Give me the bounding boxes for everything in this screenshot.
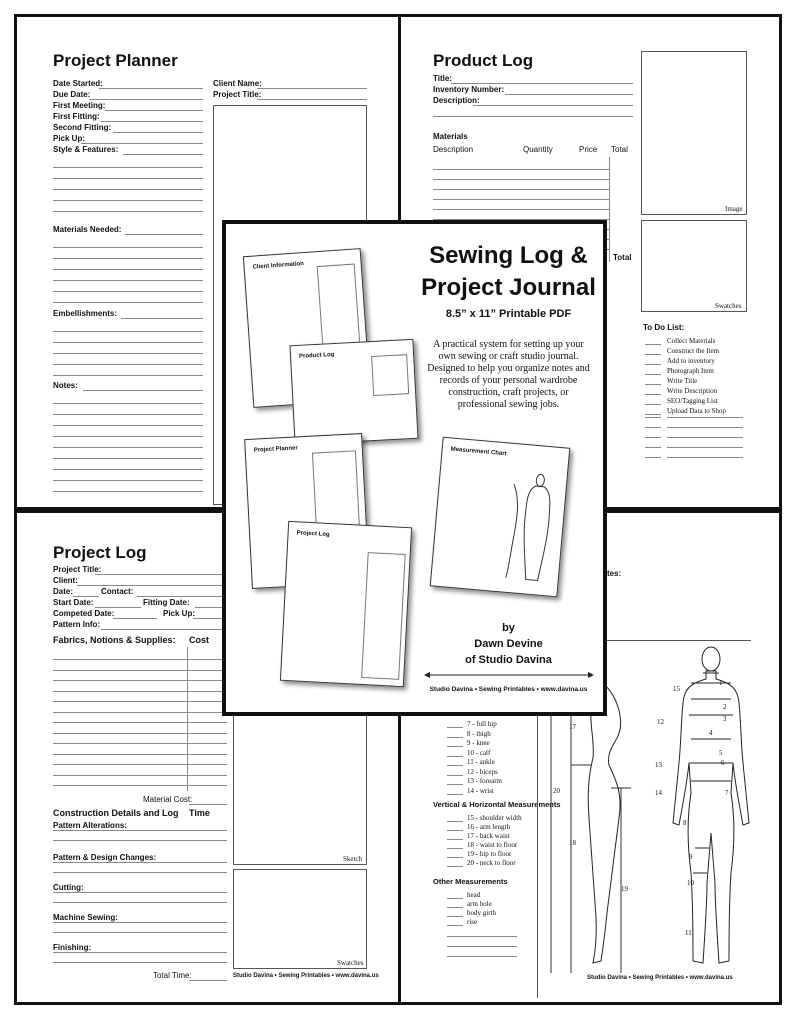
- todo-blank-line: [645, 457, 661, 458]
- measure-entry: 9 - knee: [467, 739, 490, 747]
- planner-title: Project Planner: [53, 51, 178, 70]
- measure-front-number: 2: [723, 703, 727, 711]
- projlog-swatches-label: Swatches: [337, 959, 364, 967]
- projlog-title: Project Log: [53, 543, 147, 562]
- ruled-line: [53, 414, 203, 415]
- ruled-line: [53, 722, 227, 723]
- todo-checkbox-line: [645, 384, 661, 385]
- projlog-footer: Studio Davina • Sewing Printables • www.davina.us: [233, 973, 379, 979]
- measure-entry-line: [447, 775, 463, 776]
- projlog-section-label: Pattern Alterations:: [53, 821, 127, 830]
- projlog-section-label: Pattern & Design Changes:: [53, 853, 157, 862]
- cover-subtitle: 8.5” x 11” Printable PDF: [445, 308, 572, 320]
- planner-first-fitting-label: First Fitting:: [53, 112, 100, 121]
- thumb-product-log: [289, 339, 418, 445]
- projlog-completed-label: Competed Date:: [53, 609, 115, 618]
- ruled-line: [53, 200, 203, 201]
- product-todo-title: To Do List:: [643, 323, 685, 332]
- planner-first-meeting-label: First Meeting:: [53, 101, 106, 110]
- ruled-line: [53, 480, 203, 481]
- measure-front-number: 4: [709, 729, 713, 737]
- measure-front-number: 12: [657, 718, 664, 726]
- todo-item: Add to inventory: [667, 357, 715, 365]
- measure-front-number: 15: [673, 685, 680, 693]
- planner-notes-label: Notes:: [53, 381, 78, 390]
- product-title: Product Log: [433, 51, 534, 70]
- measure-entry: 15 - shoulder width: [467, 814, 522, 822]
- projlog-section-line: [53, 830, 227, 831]
- thumb-project-planner-title: Project Planner: [253, 445, 298, 454]
- cover-author: Dawn Devine: [474, 638, 543, 650]
- projlog-section-line: [53, 872, 227, 873]
- thumb-product-image-box: [371, 354, 409, 396]
- product-title-label: Title:: [433, 74, 452, 83]
- measure-entry: arm hole: [467, 900, 492, 908]
- cover-studio: of Studio Davina: [465, 654, 552, 666]
- todo-blank-line: [667, 427, 743, 428]
- measure-blank-line-1: [447, 936, 517, 937]
- ruled-line: [53, 189, 203, 190]
- measure-entry: 12 - biceps: [467, 767, 498, 776]
- projlog-project-title-label: Project Title:: [53, 565, 102, 574]
- projlog-section-line: [53, 952, 227, 953]
- projlog-material-cost-line: [189, 804, 227, 805]
- todo-item: Write Description: [667, 387, 718, 395]
- measure-entry: 10 - calf: [467, 748, 491, 757]
- ruled-line: [53, 425, 203, 426]
- planner-first-meeting-line: [105, 110, 203, 111]
- projlog-section-line: [53, 840, 227, 841]
- projlog-project-title-line: [95, 574, 227, 575]
- todo-checkbox-line: [645, 354, 661, 355]
- measure-entry-line: [447, 765, 463, 766]
- projlog-section-line: [53, 922, 227, 923]
- ruled-line: [433, 179, 609, 180]
- measure-entry: 11 - ankle: [467, 758, 495, 766]
- projlog-pattern-info-label: Pattern Info:: [53, 620, 101, 629]
- ruled-line: [53, 469, 203, 470]
- todo-item: Photograph Item: [667, 367, 714, 375]
- projlog-section-label: Cutting:: [53, 883, 84, 892]
- planner-project-title-label: Project Title:: [213, 90, 262, 99]
- ruled-line: [53, 247, 203, 248]
- projlog-section-line: [53, 892, 227, 893]
- ruled-line: [53, 670, 227, 671]
- ruled-line: [433, 169, 609, 170]
- todo-item: Upload Data to Shop: [667, 407, 726, 415]
- projlog-section-line: [53, 902, 227, 903]
- ruled-line: [53, 785, 227, 786]
- measure-front-number: 8: [683, 819, 687, 827]
- measure-entry-line: [447, 756, 463, 757]
- projlog-completed-line: [113, 618, 157, 619]
- measure-blank-line-3: [447, 956, 517, 957]
- product-total-divider: [609, 157, 610, 262]
- ruled-line: [53, 269, 203, 270]
- projlog-construction-label: Construction Details and Log: [53, 808, 179, 818]
- projlog-material-cost-label: Material Cost:: [143, 795, 193, 804]
- todo-blank-line: [645, 427, 661, 428]
- projlog-section-line: [53, 932, 227, 933]
- ruled-line: [53, 258, 203, 259]
- projlog-pattern-info-line: [101, 629, 227, 630]
- ruled-line: [53, 375, 203, 376]
- planner-notes-line: [83, 390, 203, 391]
- product-image-label: Image: [725, 205, 743, 213]
- projlog-contact-line: [137, 596, 227, 597]
- planner-client-name-line: [257, 88, 367, 89]
- ruled-line: [53, 743, 227, 744]
- product-description-line-2: [433, 116, 633, 117]
- thumb-project-log: [280, 521, 412, 687]
- projlog-date-label: Date:: [53, 587, 74, 596]
- todo-checkbox-line: [645, 394, 661, 395]
- ruled-line: [53, 733, 227, 734]
- projlog-section-line: [53, 862, 227, 863]
- measure-entry-line: [447, 794, 463, 795]
- measure-side-number: 17: [569, 723, 576, 731]
- measure-entry: 17 - back waist: [467, 832, 510, 840]
- measure-entry-line: [447, 848, 463, 849]
- measure-entry-line: [447, 925, 463, 926]
- todo-checkbox-line: [645, 374, 661, 375]
- todo-blank-line: [667, 457, 743, 458]
- measure-entry: 14 - wrist: [467, 786, 494, 795]
- ruled-line: [53, 491, 203, 492]
- measure-vh-title: Vertical & Horizontal Measurements: [433, 800, 561, 809]
- ruled-line: [53, 178, 203, 179]
- ruled-line: [53, 436, 203, 437]
- cover-card: [222, 220, 607, 716]
- ruled-line: [433, 209, 609, 210]
- projlog-sketch-label: Sketch: [343, 855, 363, 863]
- measure-entry-line: [447, 737, 463, 738]
- product-inventory-label: Inventory Number:: [433, 85, 505, 94]
- product-description-label: Description:: [433, 96, 480, 105]
- ruled-line: [53, 458, 203, 459]
- ruled-line: [53, 775, 227, 776]
- measure-side-number: 20: [553, 787, 560, 795]
- measure-front-number: 5: [719, 749, 723, 757]
- measure-entry: 7 - full hip: [467, 720, 497, 728]
- todo-checkbox-line: [645, 364, 661, 365]
- measure-front-number: 10: [687, 879, 694, 887]
- ruled-line: [53, 712, 227, 713]
- projlog-time-label: Time: [189, 808, 210, 818]
- measure-figure-divider: [537, 708, 538, 998]
- measure-entry: body girth: [467, 909, 496, 917]
- measure-front-number: 9: [689, 853, 693, 861]
- measure-entry-line: [447, 830, 463, 831]
- measure-front-number: 6: [721, 759, 725, 767]
- ruled-line: [53, 280, 203, 281]
- measure-entry-line: [447, 916, 463, 917]
- measure-entry: head: [467, 891, 481, 899]
- todo-blank-line: [645, 417, 661, 418]
- projlog-date-line: [73, 596, 99, 597]
- todo-item: Collect Materials: [667, 337, 716, 345]
- measure-entry-line: [447, 727, 463, 728]
- product-materials-label: Materials: [433, 132, 468, 141]
- measure-entry-line: [447, 907, 463, 908]
- cover-arrow-rule: [424, 670, 594, 680]
- planner-due-date-line: [89, 99, 203, 100]
- todo-blank-line: [645, 447, 661, 448]
- measure-entry-line: [447, 898, 463, 899]
- product-image-box: [641, 51, 747, 215]
- todo-blank-line: [667, 417, 743, 418]
- product-description-line: [473, 105, 633, 106]
- ruled-line: [53, 364, 203, 365]
- product-total-label: Total: [613, 253, 632, 262]
- projlog-section-line: [53, 962, 227, 963]
- planner-client-name-label: Client Name:: [213, 79, 262, 88]
- measure-blank-line-2: [447, 946, 517, 947]
- planner-date-started-line: [99, 88, 203, 89]
- todo-item: SEO/Tagging List: [667, 397, 718, 405]
- ruled-line: [53, 342, 203, 343]
- product-col-price: Price: [579, 145, 598, 154]
- planner-first-fitting-line: [101, 121, 203, 122]
- planner-style-label: Style & Features:: [53, 145, 119, 154]
- product-col-quantity: Quantity: [523, 145, 553, 154]
- cover-title-line-1: Sewing Log &: [429, 242, 588, 269]
- measure-entry-line: [447, 746, 463, 747]
- projlog-start-date-label: Start Date:: [53, 598, 94, 607]
- measure-entry: 18 - waist to floor: [467, 841, 518, 849]
- ruled-line: [53, 353, 203, 354]
- ruled-line: [53, 403, 203, 404]
- ruled-line: [53, 680, 227, 681]
- projlog-section-label: Finishing:: [53, 943, 92, 952]
- projlog-start-date-line: [95, 607, 141, 608]
- planner-due-date-label: Due Date:: [53, 90, 91, 99]
- cover-footer: Studio Davina • Sewing Printables • www.davina.us: [429, 686, 588, 693]
- thumb-client-information-title: Client Information: [252, 261, 305, 271]
- measure-other-title: Other Measurements: [433, 877, 508, 886]
- planner-style-line: [123, 154, 203, 155]
- todo-item: Write Title: [667, 377, 698, 385]
- measure-side-number: 19: [621, 885, 628, 893]
- planner-date-started-label: Date Started:: [53, 79, 103, 88]
- projlog-fabrics-label: Fabrics, Notions & Supplies:: [53, 635, 176, 645]
- projlog-client-label: Client:: [53, 576, 78, 585]
- measure-entry-line: [447, 866, 463, 867]
- measure-notes-fragment: tes:: [607, 569, 622, 578]
- planner-materials-line: [125, 234, 203, 235]
- product-inventory-line: [505, 94, 633, 95]
- measure-entry-line: [447, 839, 463, 840]
- cover-description: A practical system for setting up your own sewing or craft studio journal. Designed to help you organize notes and records of your personal wardrobe construction, craft projects, or professional sewing jobs.: [427, 339, 590, 410]
- measure-entry: 16 - arm length: [467, 823, 510, 831]
- ruled-line: [53, 764, 227, 765]
- measure-entry: 13 - forearm: [467, 777, 502, 785]
- ruled-line: [53, 302, 203, 303]
- projlog-pickup-label: Pick Up:: [163, 609, 196, 618]
- projlog-section-label: Machine Sewing:: [53, 913, 118, 922]
- thumb-measurement-chart-title: Measurement Chart: [450, 446, 507, 458]
- measure-front-number: 3: [723, 715, 727, 723]
- todo-checkbox-line: [645, 414, 661, 415]
- todo-blank-line: [667, 447, 743, 448]
- measure-front-number: 7: [725, 789, 729, 797]
- measure-entry: rise: [467, 918, 478, 926]
- planner-pick-up-label: Pick Up:: [53, 134, 86, 143]
- thumb-figure-icon: [491, 469, 561, 586]
- ruled-line: [53, 331, 203, 332]
- thumb-project-log-title: Project Log: [296, 530, 330, 539]
- ruled-line: [53, 701, 227, 702]
- measure-front-number: 14: [655, 789, 662, 797]
- thumb-measurement-chart: [430, 437, 571, 598]
- product-col-description: Description: [433, 145, 474, 154]
- measure-entry-line: [447, 784, 463, 785]
- cover-by: by: [502, 622, 515, 634]
- todo-blank-line: [645, 437, 661, 438]
- cover-title-line-2: Project Journal: [421, 274, 596, 301]
- measure-entry: 20 - neck to floor: [467, 859, 516, 867]
- product-swatches-label: Swatches: [715, 302, 742, 310]
- ruled-line: [53, 659, 227, 660]
- projlog-swatches-box: [233, 869, 367, 969]
- ruled-line: [53, 211, 203, 212]
- planner-second-fitting-label: Second Fitting:: [53, 123, 112, 132]
- product-col-total: Total: [611, 145, 628, 154]
- product-swatches-box: [641, 220, 747, 312]
- planner-pick-up-line: [81, 143, 203, 144]
- measure-entry: 8 - thigh: [467, 729, 491, 738]
- todo-checkbox-line: [645, 404, 661, 405]
- projlog-fitting-date-label: Fitting Date:: [143, 598, 190, 607]
- measure-front-number: 11: [685, 929, 692, 937]
- measure-entry: 19 - hip to floor: [467, 850, 512, 858]
- thumb-projlog-box: [361, 552, 406, 680]
- product-title-line: [451, 83, 633, 84]
- measure-front-number: 1: [719, 679, 723, 687]
- measure-entry-line: [447, 857, 463, 858]
- todo-checkbox-line: [645, 344, 661, 345]
- planner-project-title-line: [257, 99, 367, 100]
- projlog-client-line: [77, 585, 227, 586]
- planner-embellishments-label: Embellishments:: [53, 309, 118, 318]
- projlog-total-time-label: Total Time:: [153, 971, 192, 980]
- todo-blank-line: [667, 437, 743, 438]
- planner-second-fitting-line: [113, 132, 203, 133]
- measure-front-number: 13: [655, 761, 662, 769]
- ruled-line: [53, 167, 203, 168]
- measure-top-rule: [605, 640, 751, 641]
- projlog-contact-label: Contact:: [101, 587, 134, 596]
- ruled-line: [53, 754, 227, 755]
- measure-side-number: 18: [569, 839, 576, 847]
- todo-item: Construct the Item: [667, 347, 720, 355]
- ruled-line: [53, 291, 203, 292]
- ruled-line: [433, 199, 609, 200]
- measure-footer: Studio Davina • Sewing Printables • www.davina.us: [587, 975, 733, 981]
- thumb-product-log-title: Product Log: [298, 351, 335, 360]
- ruled-line: [53, 447, 203, 448]
- planner-embellishments-line: [121, 318, 203, 319]
- measure-entry-line: [447, 821, 463, 822]
- ruled-line: [53, 691, 227, 692]
- ruled-line: [433, 189, 609, 190]
- planner-materials-label: Materials Needed:: [53, 225, 122, 234]
- projlog-total-time-line: [189, 980, 227, 981]
- projlog-cost-label: Cost: [189, 635, 209, 645]
